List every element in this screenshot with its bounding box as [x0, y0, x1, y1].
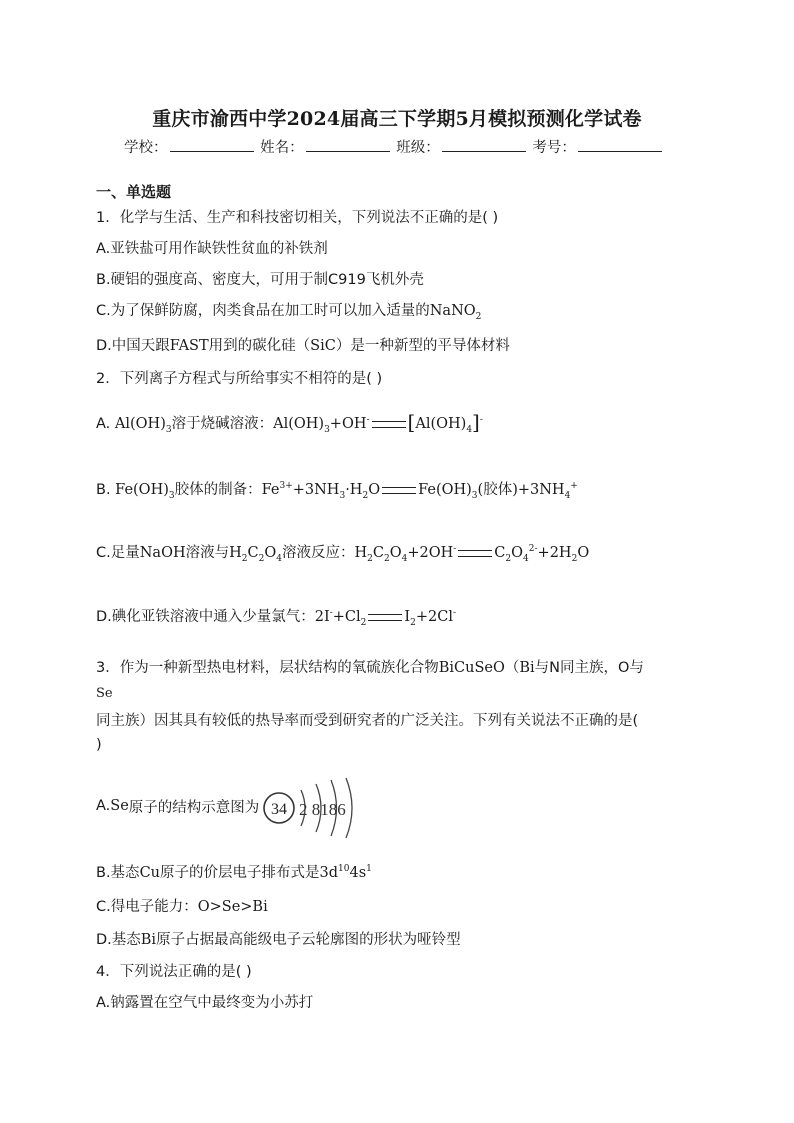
q3-stem-line1: 3．作为一种新型热电材料，层状结构的氧硫族化合物BiCuSeO（Bi与N同主族，O与	[96, 660, 644, 676]
shell-electrons: 2 8186	[299, 800, 347, 819]
q3-option-b: B.基态Cu原子的价层电子排布式是$3d^{10}4s^1$	[96, 864, 372, 881]
q1-d-text-2: 用到的碳化硅（	[208, 338, 311, 354]
q1-stem: 1．化学与生活、生产和科技密切相关，下列说法不正确的是( )	[96, 210, 499, 226]
q2-option-b: B. $Fe(OH)_3$胶体的制备：$Fe^{3+}+3NH_3\cdot H_2O$ $Fe(OH)_3$(胶体)$+3NH_4^+$	[96, 481, 578, 501]
school-blank[interactable]	[170, 139, 254, 152]
q1-option-b: B.硬铝的强度高、密度大，可用于制C919飞机外壳	[96, 272, 424, 288]
q1-option-c	[96, 299, 481, 320]
se-atom-svg	[261, 770, 371, 842]
shell-arc-4	[346, 778, 352, 838]
equals-arrow	[458, 550, 492, 557]
q1-c-text: C.为了保鲜防腐，肉类食品在加工时可以加入适量的	[96, 303, 430, 319]
q2-c-equation: $H_2C_2O_4+2OH^-$ $C_2O_4^{2-}+2H_2O$	[354, 544, 590, 564]
q2-b-equation: $Fe^{3+}+3NH_3\cdot H_2O$ $Fe(OH)_3$(胶体)$+3NH_4^+$	[261, 481, 578, 501]
q1-c-formula: NaNO$_2$	[429, 303, 482, 322]
class-blank[interactable]	[442, 139, 526, 152]
equals-arrow	[382, 487, 416, 494]
exam-no-label: 考号：	[532, 140, 576, 156]
school-label: 学校：	[124, 140, 168, 156]
q1-d-text-1: D.中国天跟	[96, 338, 170, 354]
q3-stem-line2: 同主族）因其具有较低的热导率而受到研究者的广泛关注。下列有关说法不正确的是(	[96, 713, 639, 729]
section-heading: 一、单选题	[96, 183, 172, 201]
q2-option-c: C.足量NaOH溶液与$H_2C_2O_4$溶液反应：$H_2C_2O_4+2OH^-$ $C_2O_4^{2-}+2H_2O$	[96, 544, 590, 564]
q1-d-sic: SiC	[310, 338, 336, 354]
q2-option-a: A. $Al(OH)_3$溶于烧碱溶液：$Al(OH)_3+OH^-$ $[Al(OH)_4]^-$	[96, 410, 483, 435]
q2-d-equation: $2I^-+Cl_2$ $I_2+2Cl^-$	[314, 608, 457, 628]
name-blank[interactable]	[306, 139, 390, 152]
q3-option-a: A. Se 原子的结构示意图为 34 2 8186	[96, 770, 371, 842]
exam-no-blank[interactable]	[578, 139, 662, 152]
q1-d-text-3: ）是一种新型的平导体材料	[335, 338, 510, 354]
q1-d-fast: FAST	[169, 338, 209, 354]
q4-stem: 4．下列说法正确的是( )	[96, 964, 252, 980]
exam-title: 重庆市渝西中学2024届高三下学期5月模拟预测化学试卷	[152, 108, 642, 130]
q3-stem-se: Se	[96, 686, 113, 701]
name-label: 姓名：	[260, 140, 304, 156]
se-atom-structure-diagram	[261, 770, 371, 842]
equals-arrow	[372, 421, 406, 428]
q2-stem: 2．下列离子方程式与所给事实不相符的是( )	[96, 371, 383, 387]
cu-config: $3d^{10}4s^1$	[319, 864, 372, 881]
q3-stem-line3: )	[96, 737, 102, 753]
q4-option-a: A.钠露置在空气中最终变为小苏打	[96, 995, 314, 1011]
q2-a-equation: $Al(OH)_3+OH^-$ $[Al(OH)_4]^-$	[273, 410, 483, 435]
q3-option-d: D.基态Bi原子占据最高能级电子云轮廓图的形状为哑铃型	[96, 932, 461, 948]
q2-option-d: D.碘化亚铁溶液中通入少量氯气：$2I^-+Cl_2$ $I_2+2Cl^-$	[96, 608, 457, 628]
q1-option-a: A.亚铁盐可用作缺铁性贫血的补铁剂	[96, 241, 328, 257]
nucleus-charge: 34	[271, 801, 288, 818]
student-info-row	[124, 136, 664, 157]
q3-option-c: C.得电子能力：O>Se>Bi	[96, 899, 268, 915]
q1-option-d	[96, 334, 510, 355]
class-label: 班级：	[396, 140, 440, 156]
equals-arrow	[368, 614, 402, 621]
